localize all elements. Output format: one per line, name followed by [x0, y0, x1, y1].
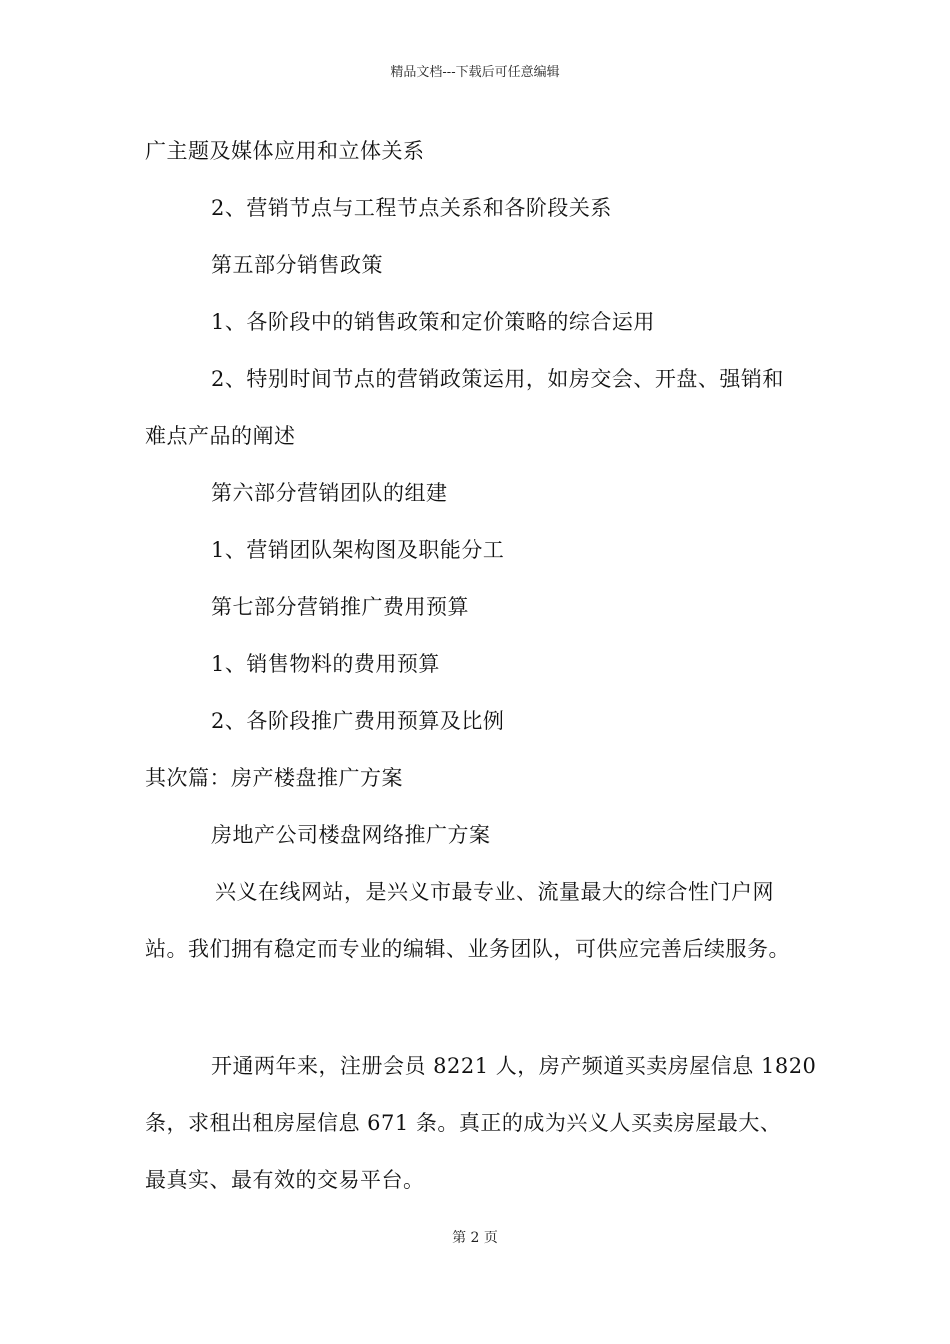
plan-title: 房地产公司楼盘网络推广方案	[211, 823, 491, 847]
chapter-heading: 其次篇：房产楼盘推广方案	[145, 766, 403, 790]
section-heading-7: 第七部分营销推广费用预算	[211, 595, 469, 619]
page-number: 第 2 页	[452, 1230, 498, 1246]
body-line-15: 站。我们拥有稳定而专业的编辑、业务团队，可供应完善后续服务。	[145, 937, 790, 961]
body-line-8: 1、营销团队架构图及职能分工	[211, 538, 505, 562]
body-line-4: 1、各阶段中的销售政策和定价策略的综合运用	[211, 310, 655, 334]
body-line-11: 2、各阶段推广费用预算及比例	[211, 709, 505, 733]
body-line-1: 广主题及媒体应用和立体关系	[145, 139, 425, 163]
section-heading-6: 第六部分营销团队的组建	[211, 481, 448, 505]
body-line-18: 最真实、最有效的交易平台。	[145, 1168, 425, 1192]
body-line-16: 开通两年来，注册会员 8221 人，房产频道买卖房屋信息 1820	[211, 1054, 817, 1078]
section-heading-5: 第五部分销售政策	[211, 253, 383, 277]
body-line-5: 2、特别时间节点的营销政策运用，如房交会、开盘、强销和	[211, 367, 784, 391]
body-line-10: 1、销售物料的费用预算	[211, 652, 440, 676]
page-header: 精品文档---下载后可任意编辑	[390, 65, 560, 80]
body-line-6: 难点产品的阐述	[145, 424, 296, 448]
body-line-14: 兴义在线网站，是兴义市最专业、流量最大的综合性门户网	[215, 880, 774, 904]
body-line-2: 2、营销节点与工程节点关系和各阶段关系	[211, 196, 612, 220]
body-line-17: 条，求租出租房屋信息 671 条。真正的成为兴义人买卖房屋最大、	[145, 1111, 782, 1135]
